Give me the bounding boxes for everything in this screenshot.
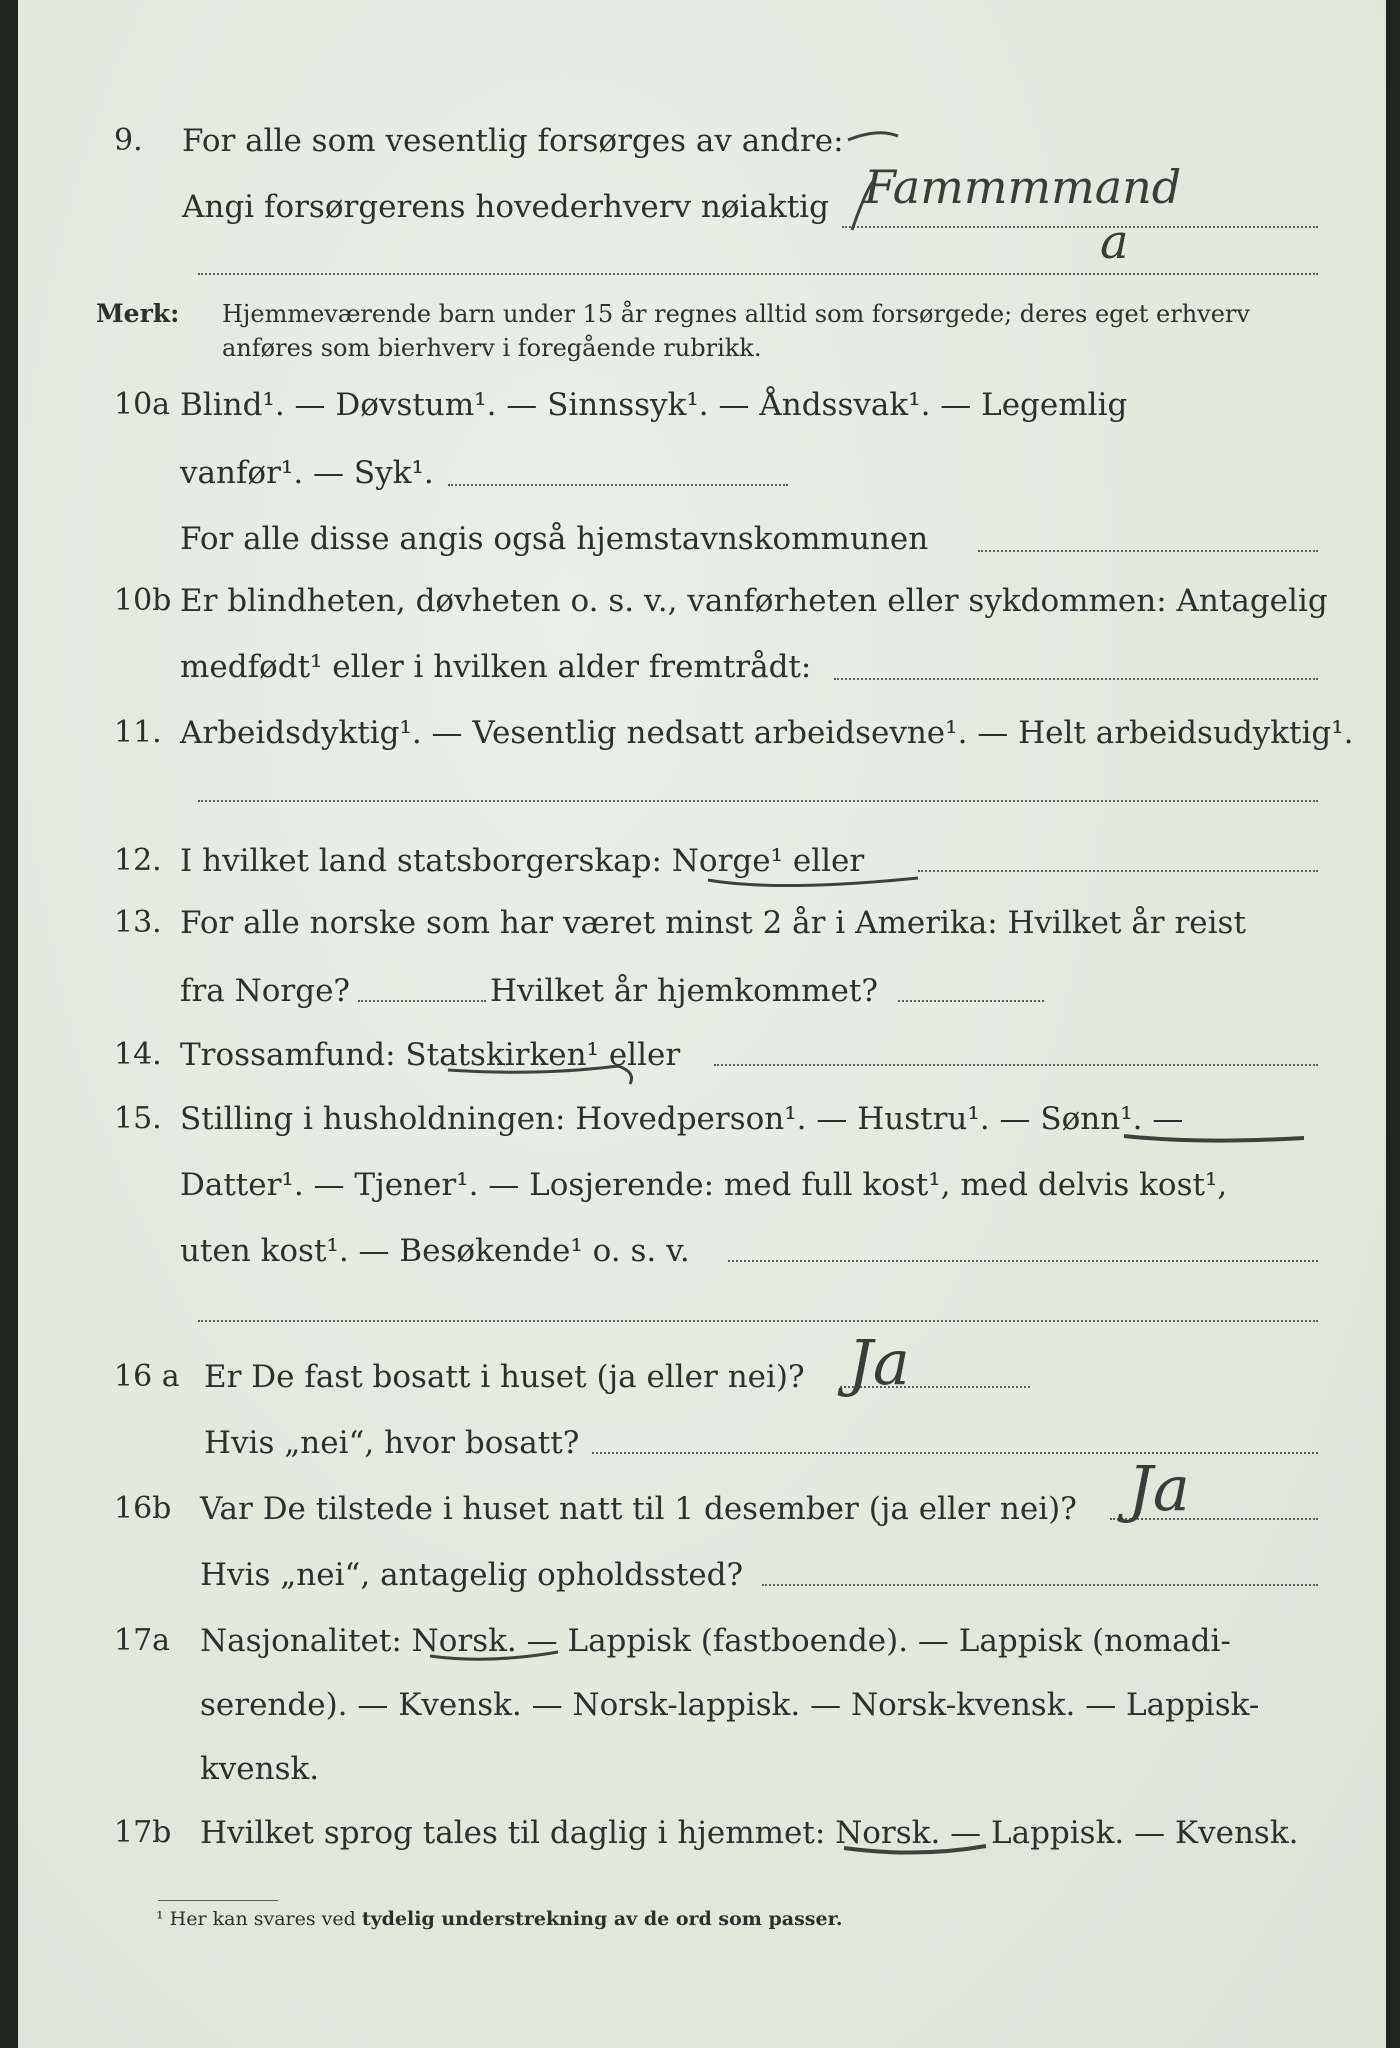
q17a-line1: Nasjonalitet: Norsk. — Lappisk (fastboende). — Lappisk (nomadi- (200, 1623, 1231, 1659)
handwritten-underlines (18, 0, 1386, 2048)
q15-number: 15. (114, 1101, 162, 1136)
q16a-line1: Er De fast bosatt i huset (ja eller nei)? (204, 1359, 805, 1395)
q10b-number: 10b (114, 583, 172, 618)
merk-line2: anføres som bierhverv i foregående rubrikk. (222, 334, 762, 362)
q11-line1: Arbeidsdyktig¹. — Vesentlig nedsatt arbeidsevne¹. — Helt arbeidsudyktig¹. (180, 715, 1354, 751)
q17a-line2: serende). — Kvensk. — Norsk-lappisk. — Norsk-kvensk. — Lappisk- (200, 1687, 1260, 1723)
q13-line2a: fra Norge? (180, 973, 351, 1009)
q10b-line2: medfødt¹ eller i hvilken alder fremtrådt: (180, 649, 812, 685)
census-form-page (18, 0, 1386, 2048)
q16b-handwritten-answer: Ja (1128, 1452, 1190, 1525)
q14-number: 14. (114, 1037, 162, 1072)
q9-answer-stroke (848, 133, 898, 230)
q14-line1: Trossamfund: Statskirken¹ eller (180, 1037, 681, 1073)
q9-handwritten-answer: Fammmmand (864, 160, 1182, 214)
q16a-line2: Hvis „nei“, hvor bosatt? (204, 1425, 580, 1461)
q13-line2b: Hvilket år hjemkommet? (490, 973, 878, 1009)
q15-line3: uten kost¹. — Besøkende¹ o. s. v. (180, 1233, 690, 1269)
q16a-handwritten-answer: Ja (848, 1326, 910, 1399)
merk-line1: Hjemmeværende barn under 15 år regnes alltid som forsørgede; deres eget erhverv (222, 300, 1250, 328)
q11-number: 11. (114, 715, 162, 750)
underline-statskirken (448, 1066, 632, 1084)
q15-line1: Stilling i husholdningen: Hovedperson¹. — Hustru¹. — Sønn¹. — (180, 1101, 1184, 1137)
q17a-line3: kvensk. (200, 1751, 320, 1787)
q16b-line1: Var De tilstede i huset natt til 1 desember (ja eller nei)? (200, 1491, 1077, 1527)
q17b-number: 17b (114, 1815, 172, 1850)
underline-norsk-17b (844, 1846, 986, 1853)
footnote-bold: tydelig understrekning av de ord som passer. (361, 1908, 843, 1930)
q13-number: 13. (114, 905, 162, 940)
q16b-number: 16b (114, 1491, 172, 1526)
q16b-line2: Hvis „nei“, antagelig opholdssted? (200, 1557, 744, 1593)
underline-norge (708, 878, 918, 886)
q17b-line1: Hvilket sprog tales til daglig i hjemmet: Norsk. — Lappisk. — Kvensk. (200, 1815, 1299, 1851)
underline-norsk-17a (430, 1652, 558, 1659)
q12-line1: I hvilket land statsborgerskap: Norge¹ eller (180, 843, 865, 879)
q9-line1: For alle som vesentlig forsørges av andre: (182, 123, 844, 159)
q10a-line3: For alle disse angis også hjemstavnskommunen (180, 521, 929, 557)
q13-line1: For alle norske som har været minst 2 år i Amerika: Hvilket år reist (180, 905, 1246, 941)
q10b-line1: Er blindheten, døvheten o. s. v., vanførheten eller sykdommen: Antagelig (180, 583, 1328, 619)
q10a-number: 10a (114, 387, 171, 422)
q10a-line1: Blind¹. — Døvstum¹. — Sinnssyk¹. — Åndssvak¹. — Legemlig (180, 387, 1128, 423)
q9-line2: Angi forsørgerens hovederhverv nøiaktig (182, 189, 829, 225)
underline-sonn (1124, 1136, 1304, 1141)
q17a-number: 17a (114, 1623, 171, 1658)
q9-number: 9. (114, 123, 143, 158)
q12-number: 12. (114, 843, 162, 878)
q16a-number: 16 a (114, 1359, 180, 1394)
q9-handwritten-extra: a (1100, 214, 1129, 270)
footnote-plain: Her kan svares ved (169, 1908, 356, 1930)
q15-line2: Datter¹. — Tjener¹. — Losjerende: med full kost¹, med delvis kost¹, (180, 1167, 1228, 1203)
footnote-mark: ¹ (156, 1908, 164, 1930)
merk-label: Merk: (96, 299, 180, 328)
q10a-line2: vanfør¹. — Syk¹. (180, 455, 434, 491)
